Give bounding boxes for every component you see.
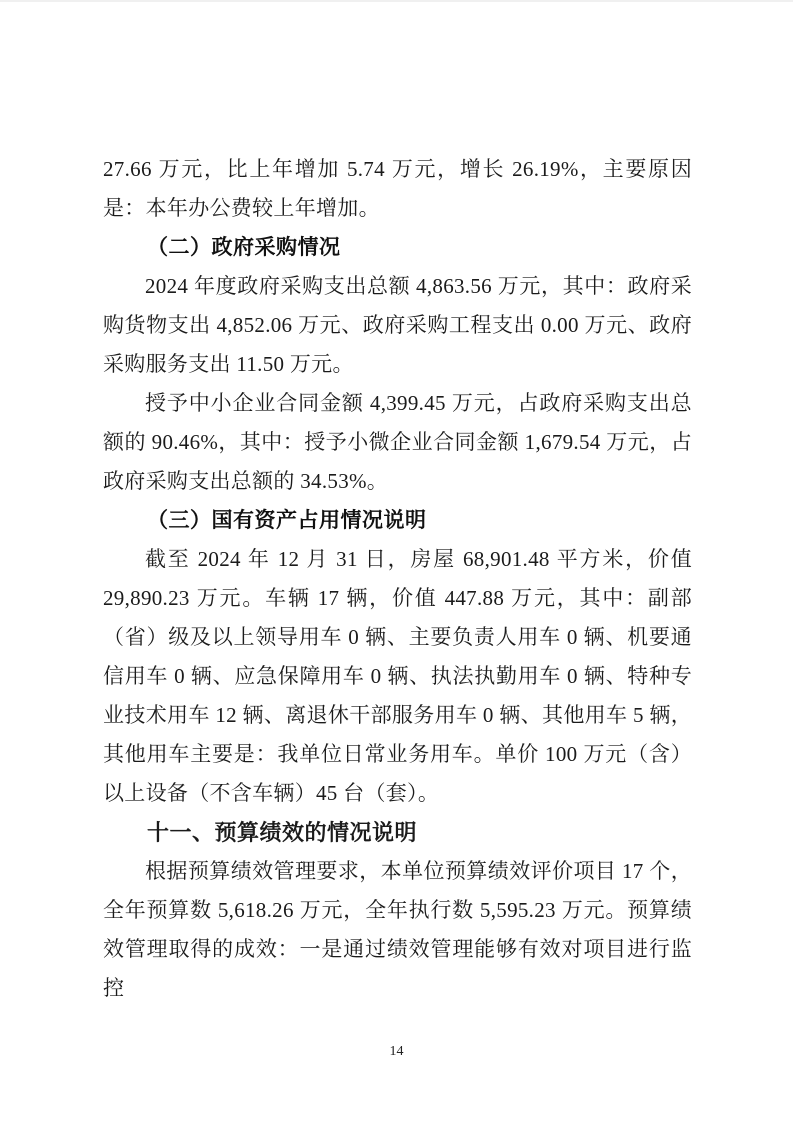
paragraph-procurement-totals: 2024 年度政府采购支出总额 4,863.56 万元，其中：政府采购货物支出 4,852.06 万元、政府采购工程支出 0.00 万元、政府采购服务支出 11.50 万元。 (103, 274, 692, 376)
paragraph-state-assets-detail: 截至 2024 年 12 月 31 日，房屋 68,901.48 平方米，价值 29,890.23 万元。车辆 17 辆，价值 447.88 万元，其中：副部（省）级及以上领导用车 0 辆、主要负责人用车 0 辆、机要通信用车 0 辆、应急保障用车 0 辆、执法执勤用车 0 辆、特种专业技术用车 12 辆、离退休干部服务用车 0 辆、其他用车 5 辆，其他用车主要是：我单位日常业务用车。单价 100 万元（含）以上设备（不含车辆）45 台（套）。 (103, 547, 692, 805)
section-heading-budget-performance: 十一、预算绩效的情况说明 (147, 820, 418, 845)
paragraph-budget-performance: 根据预算绩效管理要求，本单位预算绩效评价项目 17 个，全年预算数 5,618.26 万元，全年执行数 5,595.23 万元。预算绩效管理取得的成效：一是通过绩效管理能够有效对项目进行监控 (103, 859, 692, 1000)
page-number: 14 (389, 1044, 404, 1059)
continuation-paragraph-office-expense: 27.66 万元，比上年增加 5.74 万元，增长 26.19%，主要原因是：本年办公费较上年增加。 (103, 157, 692, 220)
page-footer (0, 1042, 793, 1060)
section-heading-government-procurement: （二）政府采购情况 (147, 235, 341, 259)
section-heading-state-assets: （三）国有资产占用情况说明 (147, 508, 427, 532)
paragraph-sme-contract-amounts: 授予中小企业合同金额 4,399.45 万元，占政府采购支出总额的 90.46%，其中：授予小微企业合同金额 1,679.54 万元，占政府采购支出总额的 34.53%。 (103, 391, 692, 493)
document-body (103, 150, 692, 1008)
